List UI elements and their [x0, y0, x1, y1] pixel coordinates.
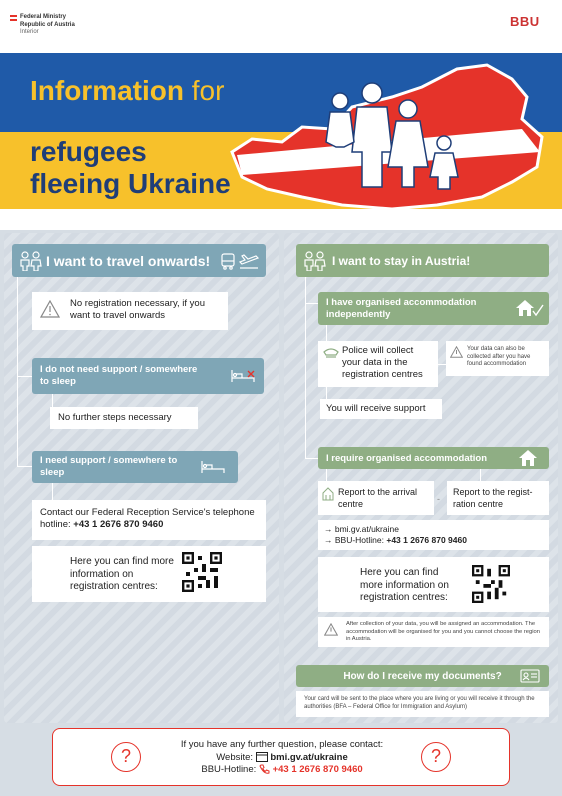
- own-accommodation-header: [318, 292, 549, 325]
- warning-icon: [40, 300, 60, 318]
- title-line-2: refugees: [30, 136, 147, 167]
- no-further-steps-box: [50, 407, 198, 429]
- documents-box: [296, 691, 549, 717]
- need-support-header: [32, 451, 238, 483]
- need-support-title: I need support / somewhere to sleep: [40, 455, 178, 478]
- police-cap-icon: [323, 346, 339, 358]
- documents-header: [296, 665, 549, 687]
- house-check-icon: [514, 298, 544, 318]
- documents-text: Your card will be sent to the place where you are living or you will receive it through the authorities (BFA – Federal Office for Immigration and Asylum): [304, 696, 535, 710]
- travel-onwards-header: [12, 244, 266, 277]
- building-icon: [322, 487, 334, 501]
- contact-box: [52, 728, 510, 786]
- house-icon: [518, 449, 538, 467]
- receive-support-text: You will receive support: [326, 403, 426, 414]
- bed-crossed-icon: [230, 368, 256, 384]
- ministry-line2: Republic of Austria: [20, 21, 75, 28]
- website-label: Website:: [216, 751, 256, 763]
- right-more-info-box: [318, 557, 549, 612]
- contact-hotline-label: BBU-Hotline:: [201, 764, 259, 776]
- title-information: Information: [30, 75, 184, 106]
- after-collection-text: After collection of your data, you will be assigned an accommodation. The accommodation will be organised for you and you cannot choose the region in Austria.: [346, 621, 540, 642]
- no-support-title: I do not need support / somewhere to sleep: [40, 364, 198, 387]
- people-icon: [18, 251, 44, 271]
- no-registration-box: [32, 292, 228, 330]
- hotline-label: → BBU-Hotline:: [324, 535, 387, 545]
- or-separator: -: [437, 494, 440, 504]
- bmi-ukraine-link[interactable]: → bmi.gv.at/ukraine: [324, 524, 399, 534]
- austria-map-family-icon: [222, 57, 552, 209]
- no-further-steps-text: No further steps necessary: [58, 412, 172, 423]
- after-collection-box: [318, 617, 549, 647]
- title-for: for: [191, 75, 225, 106]
- austria-flag-icon: [10, 15, 17, 21]
- contact-hotline-number: +43 1 2676 870 9460: [73, 519, 164, 530]
- data-note-text: Your data can also be collected after you have found accommodation: [467, 346, 531, 367]
- website-link[interactable]: bmi.gv.at/ukraine: [270, 751, 348, 763]
- no-registration-text: No registration necessary, if you want to travel onwards: [70, 298, 205, 321]
- links-box: [318, 520, 549, 550]
- left-more-info-text: Here you can find more information on registration centres:: [70, 556, 174, 592]
- no-support-header: [32, 358, 264, 394]
- data-note-box: [446, 341, 549, 376]
- question-mark-right-icon: ?: [421, 742, 451, 772]
- left-more-info-box: [32, 546, 266, 602]
- right-more-info-text: Here you can find more information on registration centres:: [360, 567, 449, 603]
- stay-austria-header: [296, 244, 549, 277]
- left-qr-code-icon[interactable]: [182, 552, 222, 592]
- require-accommodation-title: I require organised accommodation: [326, 452, 488, 464]
- bus-plane-icon: [220, 252, 260, 270]
- people-icon: [302, 251, 328, 271]
- stay-austria-title: I want to stay in Austria!: [332, 253, 471, 268]
- police-collect-box: [318, 341, 438, 387]
- hotline-number[interactable]: +43 1 2676 870 9460: [386, 535, 467, 545]
- require-accommodation-header: [318, 447, 549, 469]
- right-qr-code-icon[interactable]: [472, 565, 510, 603]
- phone-icon: [259, 764, 270, 775]
- id-card-icon: [520, 669, 540, 683]
- contact-hotline-box: [32, 500, 266, 540]
- police-collect-text: Police will collect your data in the registration centres: [342, 345, 423, 380]
- warning-icon: [324, 623, 338, 636]
- title-banner: [0, 53, 562, 209]
- contact-hotline-text: Contact our Federal Reception Service's telephone hotline:: [40, 507, 255, 530]
- warning-icon: [450, 346, 463, 358]
- report-arrival-box: [318, 481, 434, 515]
- bed-icon: [200, 459, 226, 475]
- ministry-line3: Interior: [20, 29, 39, 35]
- own-accommodation-title: I have organised accommodation independently: [326, 296, 477, 320]
- report-registration-box: [447, 481, 549, 515]
- contact-hotline-number[interactable]: +43 1 2676 870 9460: [272, 764, 363, 776]
- documents-title: How do I receive my documents?: [343, 670, 502, 682]
- browser-icon: [256, 752, 268, 762]
- ministry-line1: Federal Ministry: [20, 14, 67, 20]
- title-line-1: [30, 75, 224, 107]
- bbu-logo: BBU: [510, 14, 540, 29]
- receive-support-box: [320, 399, 442, 419]
- travel-onwards-title: I want to travel onwards!: [46, 252, 211, 269]
- title-line-3: fleeing Ukraine: [30, 168, 231, 199]
- ministry-logo: [20, 14, 75, 37]
- report-arrival-text: Report to the arrival centre: [338, 487, 418, 509]
- contact-intro: If you have any further question, please contact:: [180, 739, 384, 750]
- question-mark-left-icon: ?: [111, 742, 141, 772]
- report-registration-text: Report to the registration centre: [453, 487, 533, 509]
- contact-text: [53, 739, 511, 777]
